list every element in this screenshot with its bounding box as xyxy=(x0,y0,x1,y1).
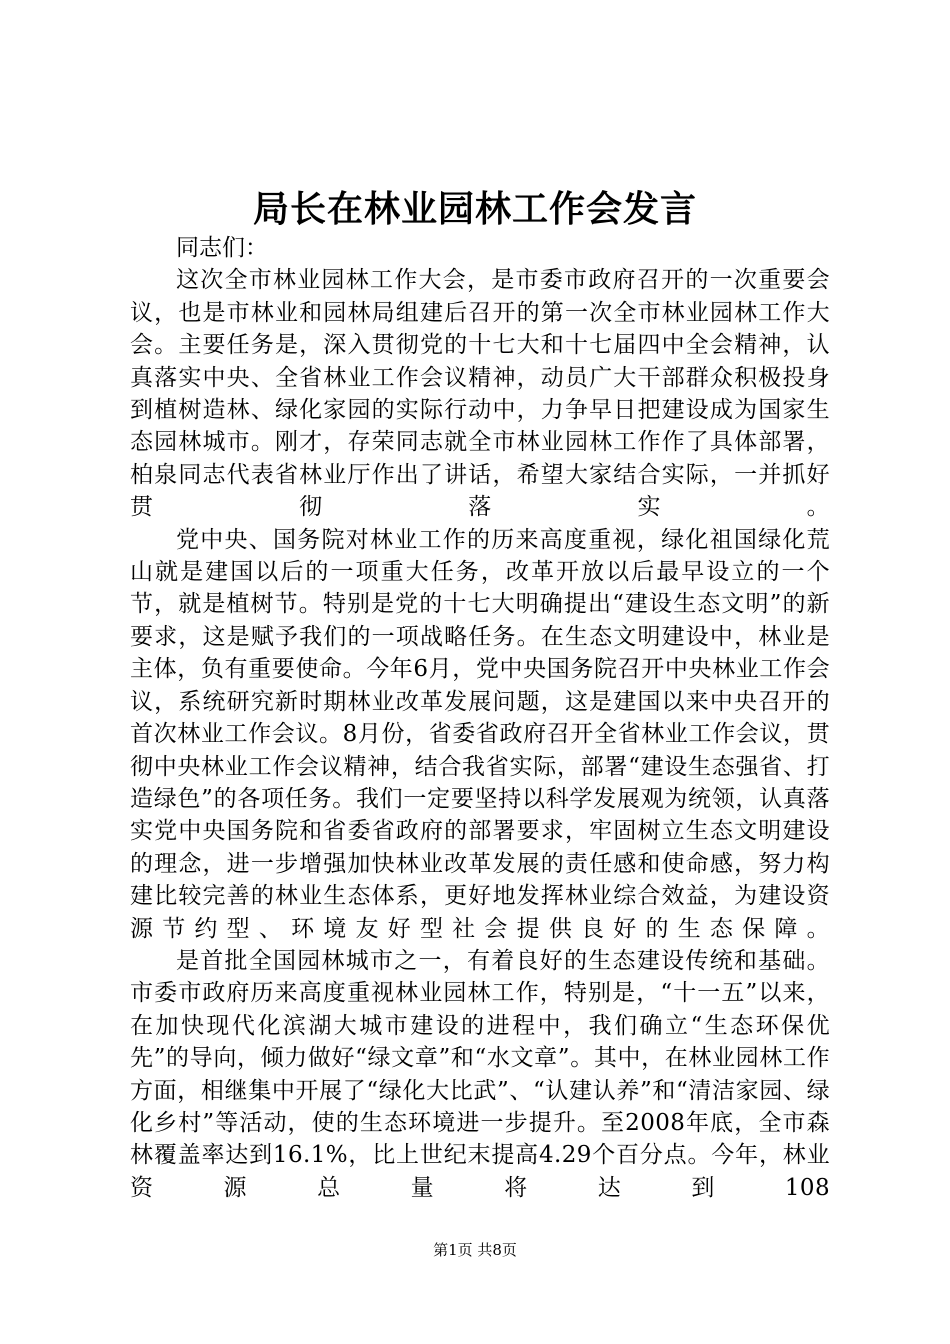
document-body xyxy=(130,232,830,1204)
paragraph-2: 党中央、国务院对林业工作的历来高度重视，绿化祖国绿化荒山就是建国以后的一项重大任务，改革开放以后最早设立的一个节，就是植树节。特别是党的十七大明确提出“建设生态文明”的新要求，这是赋予我们的一项战略任务。在生态文明建设中，林业是主体，负有重要使命。今年6月，党中央国务院召开中央林业工作会议，系统研究新时期林业改革发展问题，这是建国以来中央召开的首次林业工作会议。8月份，省委省政府召开全省林业工作会议，贯彻中央林业工作会议精神，结合我省实际，部署“建设生态强省、打造绿色”的各项任务。我们一定要坚持以科学发展观为统领，认真落实党中央国务院和省委省政府的部署要求，牢固树立生态文明建设的理念，进一步增强加快林业改革发展的责任感和使命感，努力构建比较完善的林业生态体系，更好地发挥林业综合效益，为建设资源节约型、环境友好型社会提供良好的生态保障。 xyxy=(130,526,830,942)
salutation: 同志们： xyxy=(176,235,268,261)
document-title: 局长在林业园林工作会发言 xyxy=(252,188,697,230)
paragraph-1: 这次全市林业园林工作大会，是市委市政府召开的一次重要会议，也是市林业和园林局组建后召开的第一次全市林业园林工作大会。主要任务是，深入贯彻党的十七大和十七届四中全会精神，认真落实中央、全省林业工作会议精神，动员广大干部群众积极投身到植树造林、绿化家园的实际行动中，力争早日把建设成为国家生态园林城市。刚才，存荣同志就全市林业园林工作作了具体部署，柏泉同志代表省林业厅作出了讲话，希望大家结合实际，一并抓好贯彻落实。 xyxy=(130,267,830,521)
page-footer: 第1页 共8页 xyxy=(433,1241,517,1259)
paragraph-3: 是首批全国园林城市之一，有着良好的生态建设传统和基础。市委市政府历来高度重视林业园林工作，特别是，“十一五”以来，在加快现代化滨湖大城市建设的进程中，我们确立“生态环保优先”的导向，倾力做好“绿文章”和“水文章”。其中，在林业园林工作方面，相继集中开展了“绿化大比武”、“认建认养”和“清洁家园、绿化乡村”等活动，使的生态环境进一步提升。至2008年底，全市森林覆盖率达到16.1%，比上世纪末提高4.29个百分点。今年，林业资源总量将达到108 xyxy=(130,947,830,1201)
